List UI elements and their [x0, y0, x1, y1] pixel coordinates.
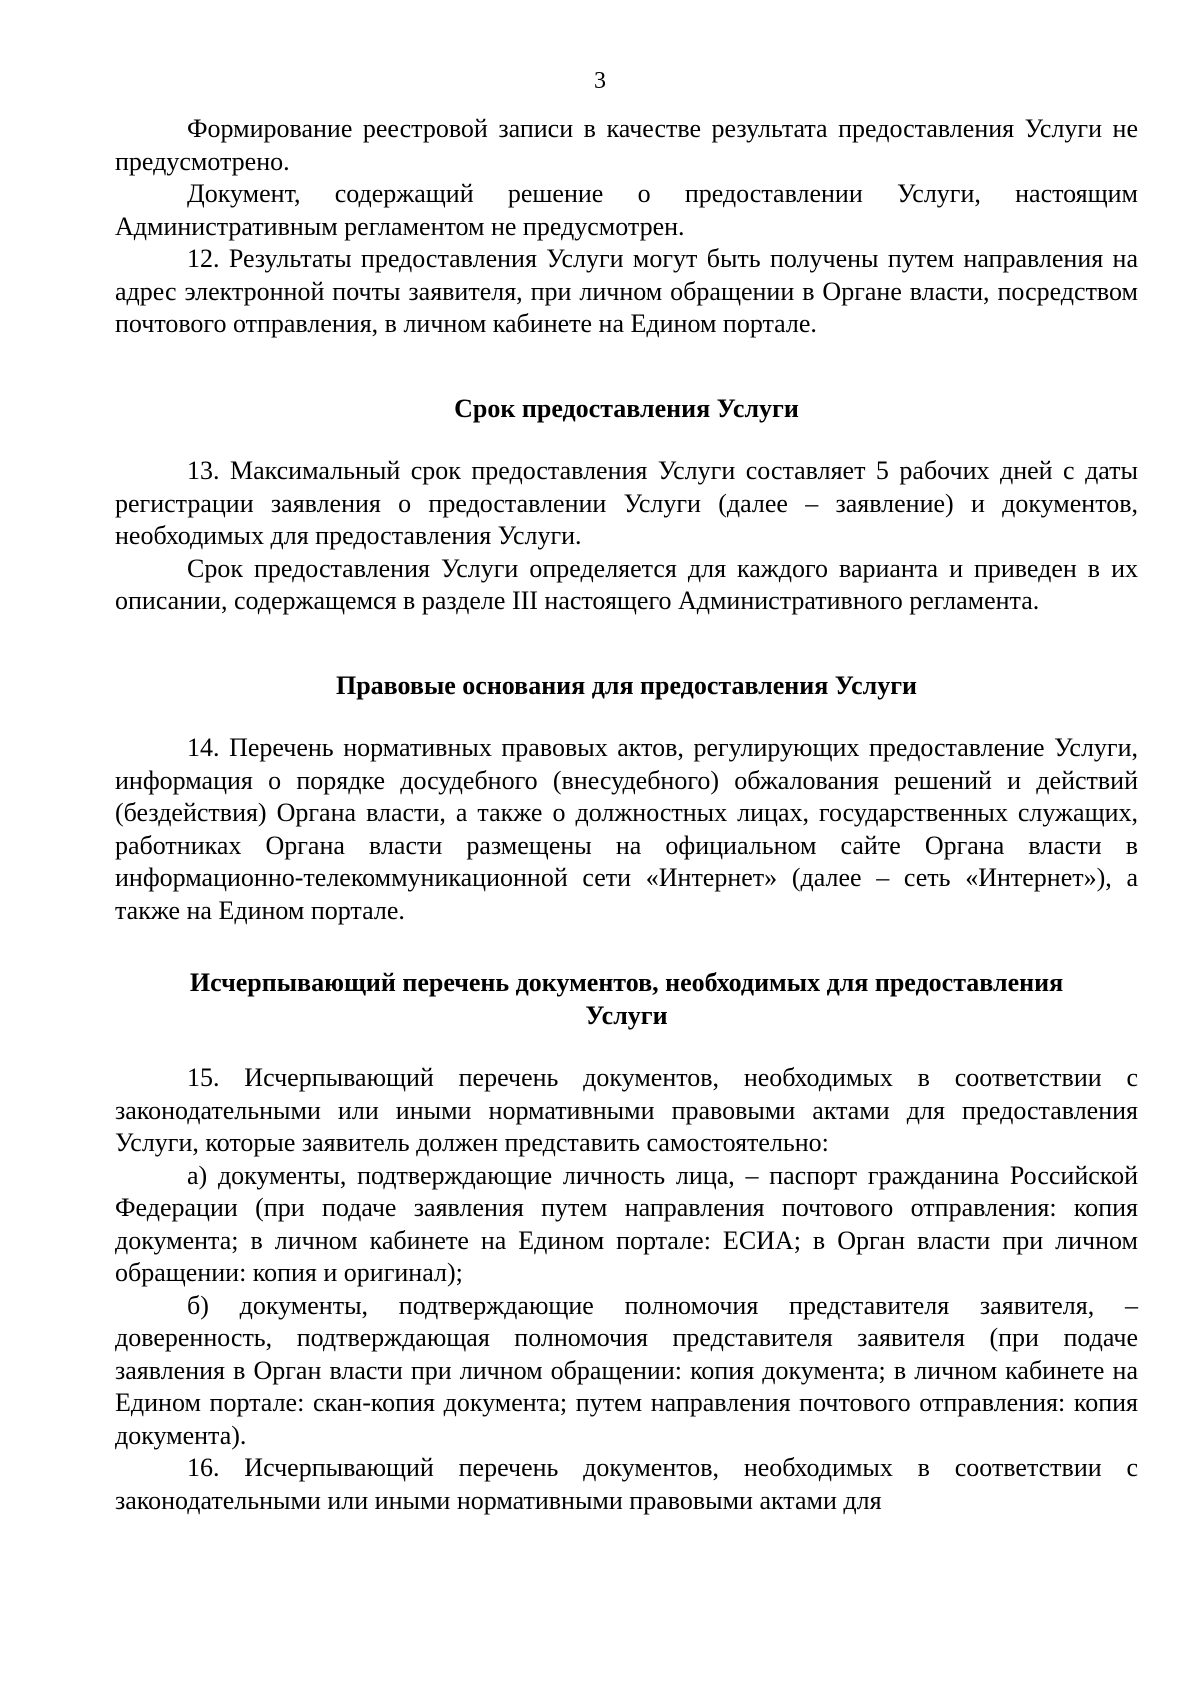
heading-documents-line-2: Услуги [585, 1000, 668, 1030]
paragraph-16-required-docs: 16. Исчерпывающий перечень документов, необходимых в соответствии с законодательными или иными нормативными правовыми актами для [115, 1453, 1138, 1515]
paragraph-15a-identity: а) документы, подтверждающие личность лица, – паспорт гражданина Российской Федерации (при подаче заявления путем направления почтового отправления: копия документа; в личном кабинете на Едином портале: ЕСИА; в Орган власти при личном обращении: копия и оригинал); [115, 1160, 1138, 1287]
document-body [115, 113, 1138, 1517]
paragraph-15-required-docs: 15. Исчерпывающий перечень документов, необходимых в соответствии с законодательными или иными нормативными правовыми актами для предоставления Услуги, которые заявитель должен представить самостоятельно: [115, 1063, 1138, 1157]
paragraph-decision-document: Документ, содержащий решение о предоставлении Услуги, настоящим Административным регламентом не предусмотрен. [115, 179, 1138, 241]
heading-legal-basis: Правовые основания для предоставления Услуги [336, 670, 917, 700]
heading-service-term: Срок предоставления Услуги [454, 393, 799, 423]
paragraph-registry-record: Формирование реестровой записи в качестве результата предоставления Услуги не предусмотрено. [115, 114, 1138, 176]
page-number: 3 [594, 68, 606, 94]
heading-documents-list [115, 967, 1138, 1032]
paragraph-15b-representative: б) документы, подтверждающие полномочия представителя заявителя, – доверенность, подтверждающая полномочия представителя заявителя (при подаче заявления в Орган власти при личном обращении: копия документа; в личном кабинете на Едином портале: скан-копия документа; путем направления почтового отправления: копия документа). [115, 1290, 1138, 1450]
paragraph-term-variants: Срок предоставления Услуги определяется для каждого варианта и приведен в их описании, содержащемся в разделе III настоящего Административного регламента. [115, 553, 1138, 615]
paragraph-12-results: 12. Результаты предоставления Услуги могут быть получены путем направления на адрес электронной почты заявителя, при личном обращении в Органе власти, посредством почтового отправления, в личном кабинете на Едином портале. [115, 244, 1138, 338]
heading-documents-line-1: Исчерпывающий перечень документов, необходимых для предоставления [189, 968, 1064, 997]
paragraph-13-max-term: 13. Максимальный срок предоставления Услуги составляет 5 рабочих дней с даты регистрации заявления о предоставлении Услуги (далее – заявление) и документов, необходимых для предоставления Услуги. [115, 456, 1138, 550]
paragraph-14-legal-acts: 14. Перечень нормативных правовых актов, регулирующих предоставление Услуги, информация о порядке досудебного (внесудебного) обжалования решений и действий (бездействия) Органа власти, а также о должностных лицах, государственных служащих, работниках Органа власти размещены на официальном сайте Органа власти в информационно-телекоммуникационной сети «Интернет» (далее – сеть «Интернет»), а также на Едином портале. [115, 733, 1138, 925]
